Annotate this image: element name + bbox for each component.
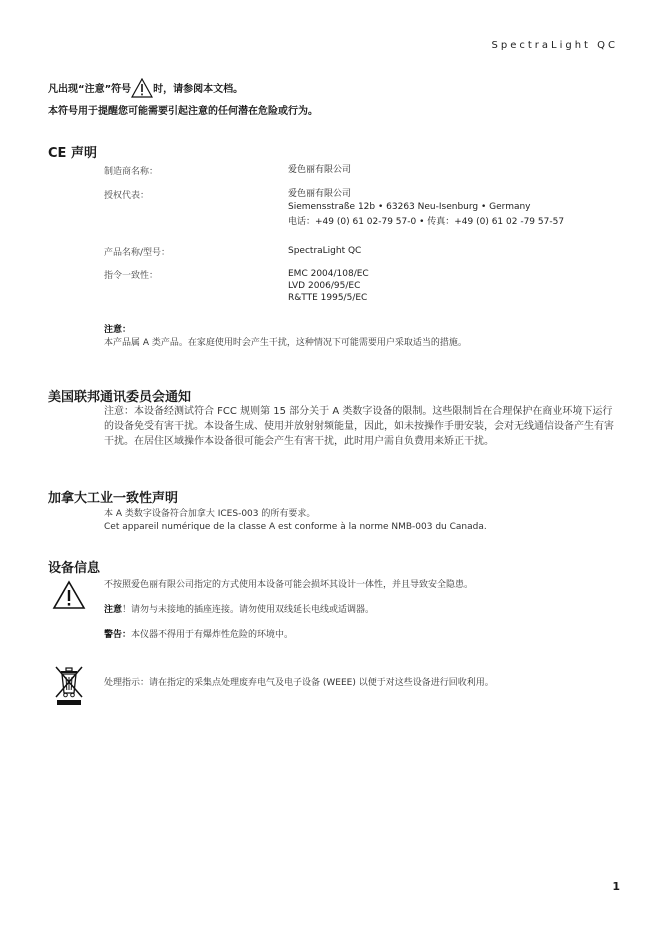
fcc-section-title: 美国联邦通讯委员会通知 xyxy=(48,390,192,405)
header-product-name: SpectraLight QC xyxy=(491,40,618,51)
canada-line-2: Cet appareil numérique de la classe A est conforme à la norme NMB-003 du Canada. xyxy=(104,522,487,532)
equipment-section-title: 设备信息 xyxy=(48,561,101,576)
canada-line-1: 本 A 类数字设备符合加拿大 ICES-003 的所有要求。 xyxy=(104,509,316,519)
weee-disposal-text: 处理指示：请在指定的采集点处理废弃电气及电子设备 (WEEE) 以便于对这些设备进行回收利用。 xyxy=(104,678,494,688)
intro-line-1-start: 凡出现“注意”符号 xyxy=(48,84,132,95)
manufacturer-label: 制造商名称： xyxy=(104,167,159,177)
weee-crossed-bin-icon xyxy=(52,664,86,710)
warning-triangle-icon xyxy=(131,78,153,98)
equipment-warning xyxy=(104,627,293,640)
authorized-rep-phone: 电话：+49 (0) 61 02-79 57-0 • 传真：+49 (0) 61 02 -79 57-57 xyxy=(288,217,565,227)
equipment-warning-icon xyxy=(52,580,86,614)
equipment-note-label: 注意 xyxy=(104,605,123,615)
manufacturer-value: 爱色丽有限公司 xyxy=(288,165,352,175)
equipment-line-1: 不按照爱色丽有限公司指定的方式使用本设备可能会损坏其设计一体性，并且导致安全隐患。 xyxy=(104,580,474,590)
directive-rtte: R&TTE 1995/5/EC xyxy=(288,293,368,303)
intro-line-1-end: 时，请参阅本文档。 xyxy=(153,84,244,95)
fcc-notice-text: 注意：本设备经测试符合 FCC 规则第 15 部分关于 A 类数字设备的限制。这些限制旨在合理保护在商业环境下运行的设备免受有害干扰。本设备生成、使用并放射射频能量，因此，如未按操作手册安装，会对无线通信设备产生有害干扰。在居住区域操作本设备很可能会产生有害干扰，此时用户需自负费用来矫正干扰。 xyxy=(104,406,614,447)
equipment-note-text: ！请勿与未接地的插座连接。请勿使用双线延长电线或适调器。 xyxy=(122,605,375,615)
product-model-value: SpectraLight QC xyxy=(288,246,362,256)
authorized-rep-address: Siemensstraße 12b • 63263 Neu-Isenburg • Germany xyxy=(288,202,531,212)
page-number: 1 xyxy=(612,880,620,893)
equipment-note xyxy=(104,602,374,615)
equipment-warning-label: 警告： xyxy=(104,630,132,640)
ce-note-text: 本产品属 A 类产品。在家庭使用时会产生干扰，这种情况下可能需要用户采取适当的措施。 xyxy=(104,338,467,348)
directive-emc: EMC 2004/108/EC xyxy=(288,269,369,279)
directive-label: 指令一致性： xyxy=(104,271,159,281)
directive-lvd: LVD 2006/95/EC xyxy=(288,281,361,291)
authorized-rep-name: 爱色丽有限公司 xyxy=(288,189,352,199)
intro-line-1 xyxy=(48,78,243,98)
intro-line-2: 本符号用于提醒您可能需要引起注意的任何潜在危险或行为。 xyxy=(48,106,318,117)
authorized-rep-label: 授权代表： xyxy=(104,191,150,201)
equipment-warning-text: 本仪器不得用于有爆炸性危险的环境中。 xyxy=(131,630,294,640)
product-model-label: 产品名称/型号： xyxy=(104,248,171,258)
ce-section-title: CE 声明 xyxy=(48,146,97,161)
ce-note-label: 注意： xyxy=(104,325,132,335)
canada-section-title: 加拿大工业一致性声明 xyxy=(48,491,179,506)
